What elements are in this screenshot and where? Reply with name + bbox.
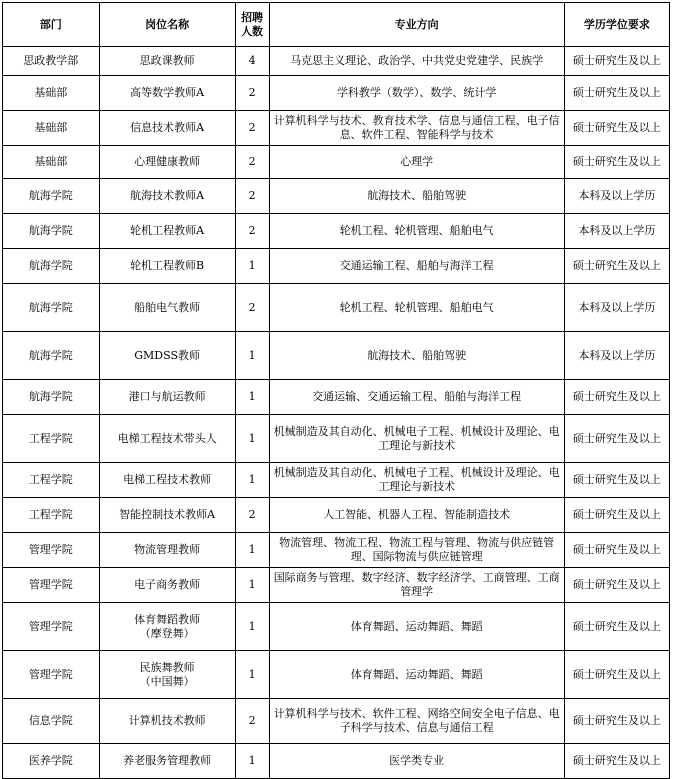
cell-dept: 工程学院 [3,415,100,463]
cell-edu: 硕士研究生及以上 [564,47,669,76]
cell-num: 1 [235,249,269,284]
cell-post-name: 电梯工程技术教师 [123,473,212,486]
cell-dept: 医养学院 [3,744,100,779]
cell-num: 1 [235,380,269,415]
table-row [3,214,670,249]
cell-post-name: 轮机工程教师B [130,259,205,272]
cell-dept: 航海学院 [3,332,100,380]
cell-post [99,603,235,651]
cell-major: 交通运输、交通运输工程、船舶与海洋工程 [269,380,564,415]
cell-post [99,47,235,76]
table-row [3,568,670,603]
cell-dept: 管理学院 [3,533,100,568]
cell-dept: 管理学院 [3,651,100,699]
header-edu: 学历学位要求 [564,3,669,47]
cell-num: 2 [235,179,269,214]
table-row [3,498,670,533]
cell-edu: 硕士研究生及以上 [564,568,669,603]
cell-post-name: 物流管理教师 [134,543,201,556]
cell-edu: 本科及以上学历 [564,214,669,249]
cell-major: 轮机工程、轮机管理、船舶电气 [269,284,564,332]
cell-edu: 硕士研究生及以上 [564,699,669,744]
cell-post [99,332,235,380]
cell-dept: 航海学院 [3,214,100,249]
cell-post-name: 港口与航运教师 [128,390,206,403]
cell-post [99,179,235,214]
cell-edu: 硕士研究生及以上 [564,744,669,779]
cell-dept: 工程学院 [3,498,100,533]
cell-major: 马克思主义理论、政治学、中共党史党建学、民族学 [269,47,564,76]
cell-edu: 硕士研究生及以上 [564,380,669,415]
cell-post-name: 电子商务教师 [134,578,201,591]
cell-dept: 航海学院 [3,284,100,332]
header-num [235,3,269,47]
cell-post [99,415,235,463]
table-row [3,463,670,498]
header-major: 专业方向 [269,3,564,47]
header-dept: 部门 [3,3,100,47]
table-row [3,146,670,179]
cell-post-name: 智能控制技术教师A [119,508,216,521]
table-row [3,111,670,146]
cell-num: 1 [235,533,269,568]
cell-num: 2 [235,699,269,744]
cell-post-name: 民族舞教师 [139,660,195,674]
cell-num: 1 [235,568,269,603]
cell-num: 4 [235,47,269,76]
cell-major: 物流管理、物流工程、物流工程与管理、物流与供应链管理、国际物流与供应链管理 [269,533,564,568]
table-row [3,651,670,699]
cell-post [99,463,235,498]
cell-edu: 本科及以上学历 [564,179,669,214]
cell-edu: 硕士研究生及以上 [564,415,669,463]
cell-post-name: GMDSS教师 [134,348,200,362]
cell-num: 1 [235,744,269,779]
cell-dept: 基础部 [3,146,100,179]
cell-post [99,699,235,744]
cell-major: 交通运输工程、船舶与海洋工程 [269,249,564,284]
cell-post-name: 轮机工程教师A [130,224,205,237]
cell-num: 2 [235,214,269,249]
cell-post-subtitle: （摩登舞） [139,626,195,640]
table-row [3,533,670,568]
cell-post [99,284,235,332]
cell-edu: 硕士研究生及以上 [564,76,669,111]
table-row [3,603,670,651]
table-row [3,249,670,284]
cell-num: 1 [235,415,269,463]
cell-post [99,380,235,415]
cell-major: 航海技术、船舶驾驶 [269,179,564,214]
cell-post [99,249,235,284]
cell-major: 国际商务与管理、数字经济、数字经济学、工商管理、工商管理学 [269,568,564,603]
cell-major: 医学类专业 [269,744,564,779]
cell-edu: 本科及以上学历 [564,284,669,332]
cell-dept: 航海学院 [3,380,100,415]
cell-dept: 工程学院 [3,463,100,498]
table-row [3,699,670,744]
cell-post [99,111,235,146]
cell-dept: 基础部 [3,111,100,146]
table-row [3,76,670,111]
cell-edu: 硕士研究生及以上 [564,111,669,146]
cell-post-name: 高等数学教师A [130,86,205,99]
cell-edu: 硕士研究生及以上 [564,603,669,651]
cell-post-name: 航海技术教师A [130,189,205,202]
cell-post-subtitle: （中国舞） [139,674,195,688]
cell-major: 轮机工程、轮机管理、船舶电气 [269,214,564,249]
cell-edu: 硕士研究生及以上 [564,651,669,699]
table-row [3,284,670,332]
cell-major: 计算机科学与技术、软件工程、网络空间安全电子信息、电子科学与技术、信息与通信工程 [269,699,564,744]
cell-dept: 管理学院 [3,568,100,603]
cell-post [99,146,235,179]
cell-post [99,651,235,699]
cell-post-name: 思政课教师 [139,54,195,67]
cell-major: 计算机科学与技术、教育技术学、信息与通信工程、电子信息、软件工程、智能科学与技术 [269,111,564,146]
table-row [3,47,670,76]
cell-major: 机械制造及其自动化、机械电子工程、机械设计及理论、电工理论与新技术 [269,415,564,463]
cell-num: 1 [235,603,269,651]
cell-num: 1 [235,463,269,498]
cell-major: 体育舞蹈、运动舞蹈、舞蹈 [269,651,564,699]
cell-edu: 硕士研究生及以上 [564,249,669,284]
cell-dept: 航海学院 [3,249,100,284]
cell-post-name: 心理健康教师 [134,155,201,168]
cell-num: 2 [235,76,269,111]
cell-post-name: 信息技术教师A [130,121,205,134]
cell-num: 1 [235,651,269,699]
header-row [3,3,670,47]
cell-major: 学科教学（数学）、数学、统计学 [269,76,564,111]
cell-post-name: 船舶电气教师 [134,300,201,314]
cell-num: 2 [235,111,269,146]
header-num-line1: 招聘 [241,10,264,24]
cell-edu: 硕士研究生及以上 [564,498,669,533]
cell-major: 人工智能、机器人工程、智能制造技术 [269,498,564,533]
cell-major: 航海技术、船舶驾驶 [269,332,564,380]
cell-post [99,498,235,533]
cell-dept: 管理学院 [3,603,100,651]
cell-num: 2 [235,146,269,179]
cell-major: 机械制造及其自动化、机械电子工程、机械设计及理论、电工理论与新技术 [269,463,564,498]
cell-post-name: 电梯工程技术带头人 [117,431,217,445]
table-row [3,744,670,779]
cell-dept: 思政教学部 [3,47,100,76]
cell-post [99,568,235,603]
recruitment-table [2,2,670,779]
cell-num: 2 [235,498,269,533]
cell-post [99,76,235,111]
cell-post-name: 计算机技术教师 [128,714,206,727]
cell-post [99,744,235,779]
cell-post [99,533,235,568]
cell-edu: 硕士研究生及以上 [564,533,669,568]
cell-post-name: 养老服务管理教师 [123,754,212,767]
cell-major: 体育舞蹈、运动舞蹈、舞蹈 [269,603,564,651]
cell-dept: 信息学院 [3,699,100,744]
cell-edu: 硕士研究生及以上 [564,146,669,179]
cell-post [99,214,235,249]
cell-num: 2 [235,284,269,332]
cell-dept: 航海学院 [3,179,100,214]
cell-dept: 基础部 [3,76,100,111]
cell-edu: 本科及以上学历 [564,332,669,380]
table-row [3,179,670,214]
cell-edu: 硕士研究生及以上 [564,463,669,498]
table-row [3,332,670,380]
table-row [3,380,670,415]
cell-num: 1 [235,332,269,380]
table-row [3,415,670,463]
cell-major: 心理学 [269,146,564,179]
cell-post-name: 体育舞蹈教师 [134,612,201,626]
header-post: 岗位名称 [99,3,235,47]
header-num-line2: 人数 [241,24,264,38]
